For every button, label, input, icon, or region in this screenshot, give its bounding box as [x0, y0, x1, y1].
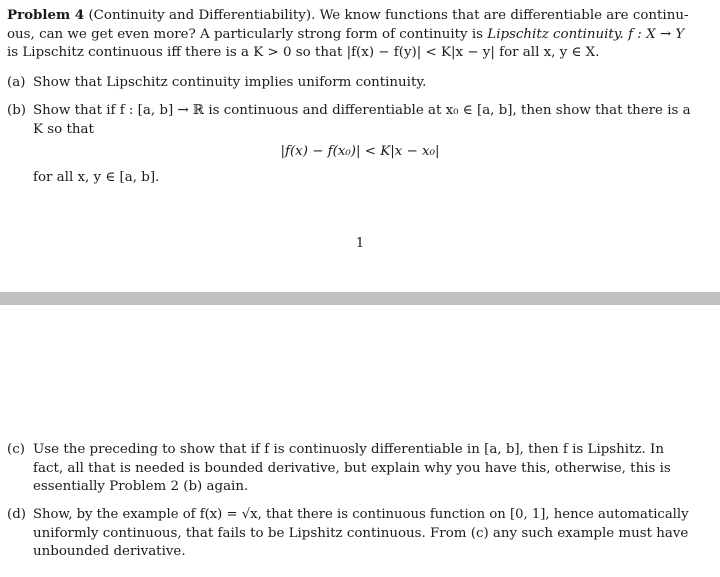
part-b-equation: |f(x) − f(x₀)| < K|x − x₀| [280, 144, 440, 159]
problem-line-2: ous, can we get even more? A particularly strong form of continuity is [7, 26, 484, 42]
page-separator [0, 292, 720, 305]
part-d-line-3: unbounded derivative. [33, 544, 186, 559]
problem-line-1: We know functions that are differentiable are continu- [319, 8, 689, 23]
part-d-label: (d) [7, 507, 27, 522]
part-d [7, 506, 697, 562]
problem-term: Lipschitz continuity. [487, 26, 624, 42]
part-c-line-2: fact, all that is needed is bounded derivative, but explain why you have this, otherwise, this is [33, 460, 671, 476]
problem-statement [7, 6, 697, 63]
part-c-label: (c) [7, 442, 25, 457]
problem-title: (Continuity and Differentiability). [88, 8, 316, 23]
part-d-line-1: Show, by the example of f(x) = √x, that there is continuous function on [0, 1], hence automatically [33, 507, 689, 522]
part-a-label: (a) [7, 75, 26, 90]
problem-heading: Problem 4 [7, 7, 85, 23]
problem-map: f : X → Y [628, 26, 685, 42]
page-2 [0, 305, 720, 577]
part-b [7, 102, 697, 139]
page-number: 1 [355, 236, 365, 251]
part-c-line-1: Use the preceding to show that if f is continuosly differentiable in [a, b], then f is Lipshitz. In [33, 442, 664, 457]
part-a [7, 74, 697, 93]
problem-line-3: is Lipschitz continuous iff there is a K > 0 so that |f(x) − f(y)| < K|x − y| for all x, y ∈ X. [7, 45, 600, 60]
part-b-tail-text: for all x, y ∈ [a, b]. [33, 170, 160, 185]
part-b-tail [7, 169, 697, 188]
part-c [7, 441, 697, 497]
part-b-line-1: Show that if f : [a, b] → ℝ is continuous and differentiable at x₀ ∈ [a, b], then show that there is a [33, 103, 691, 118]
part-b-label: (b) [7, 103, 27, 118]
part-b-line-2: K so that [33, 121, 94, 137]
part-c-line-3: essentially Problem 2 (b) again. [33, 479, 249, 494]
part-d-line-2: uniformly continuous, that fails to be Lipshitz continuous. From (c) any such example must have [33, 525, 689, 541]
part-a-text: Show that Lipschitz continuity implies uniform continuity. [33, 75, 427, 90]
